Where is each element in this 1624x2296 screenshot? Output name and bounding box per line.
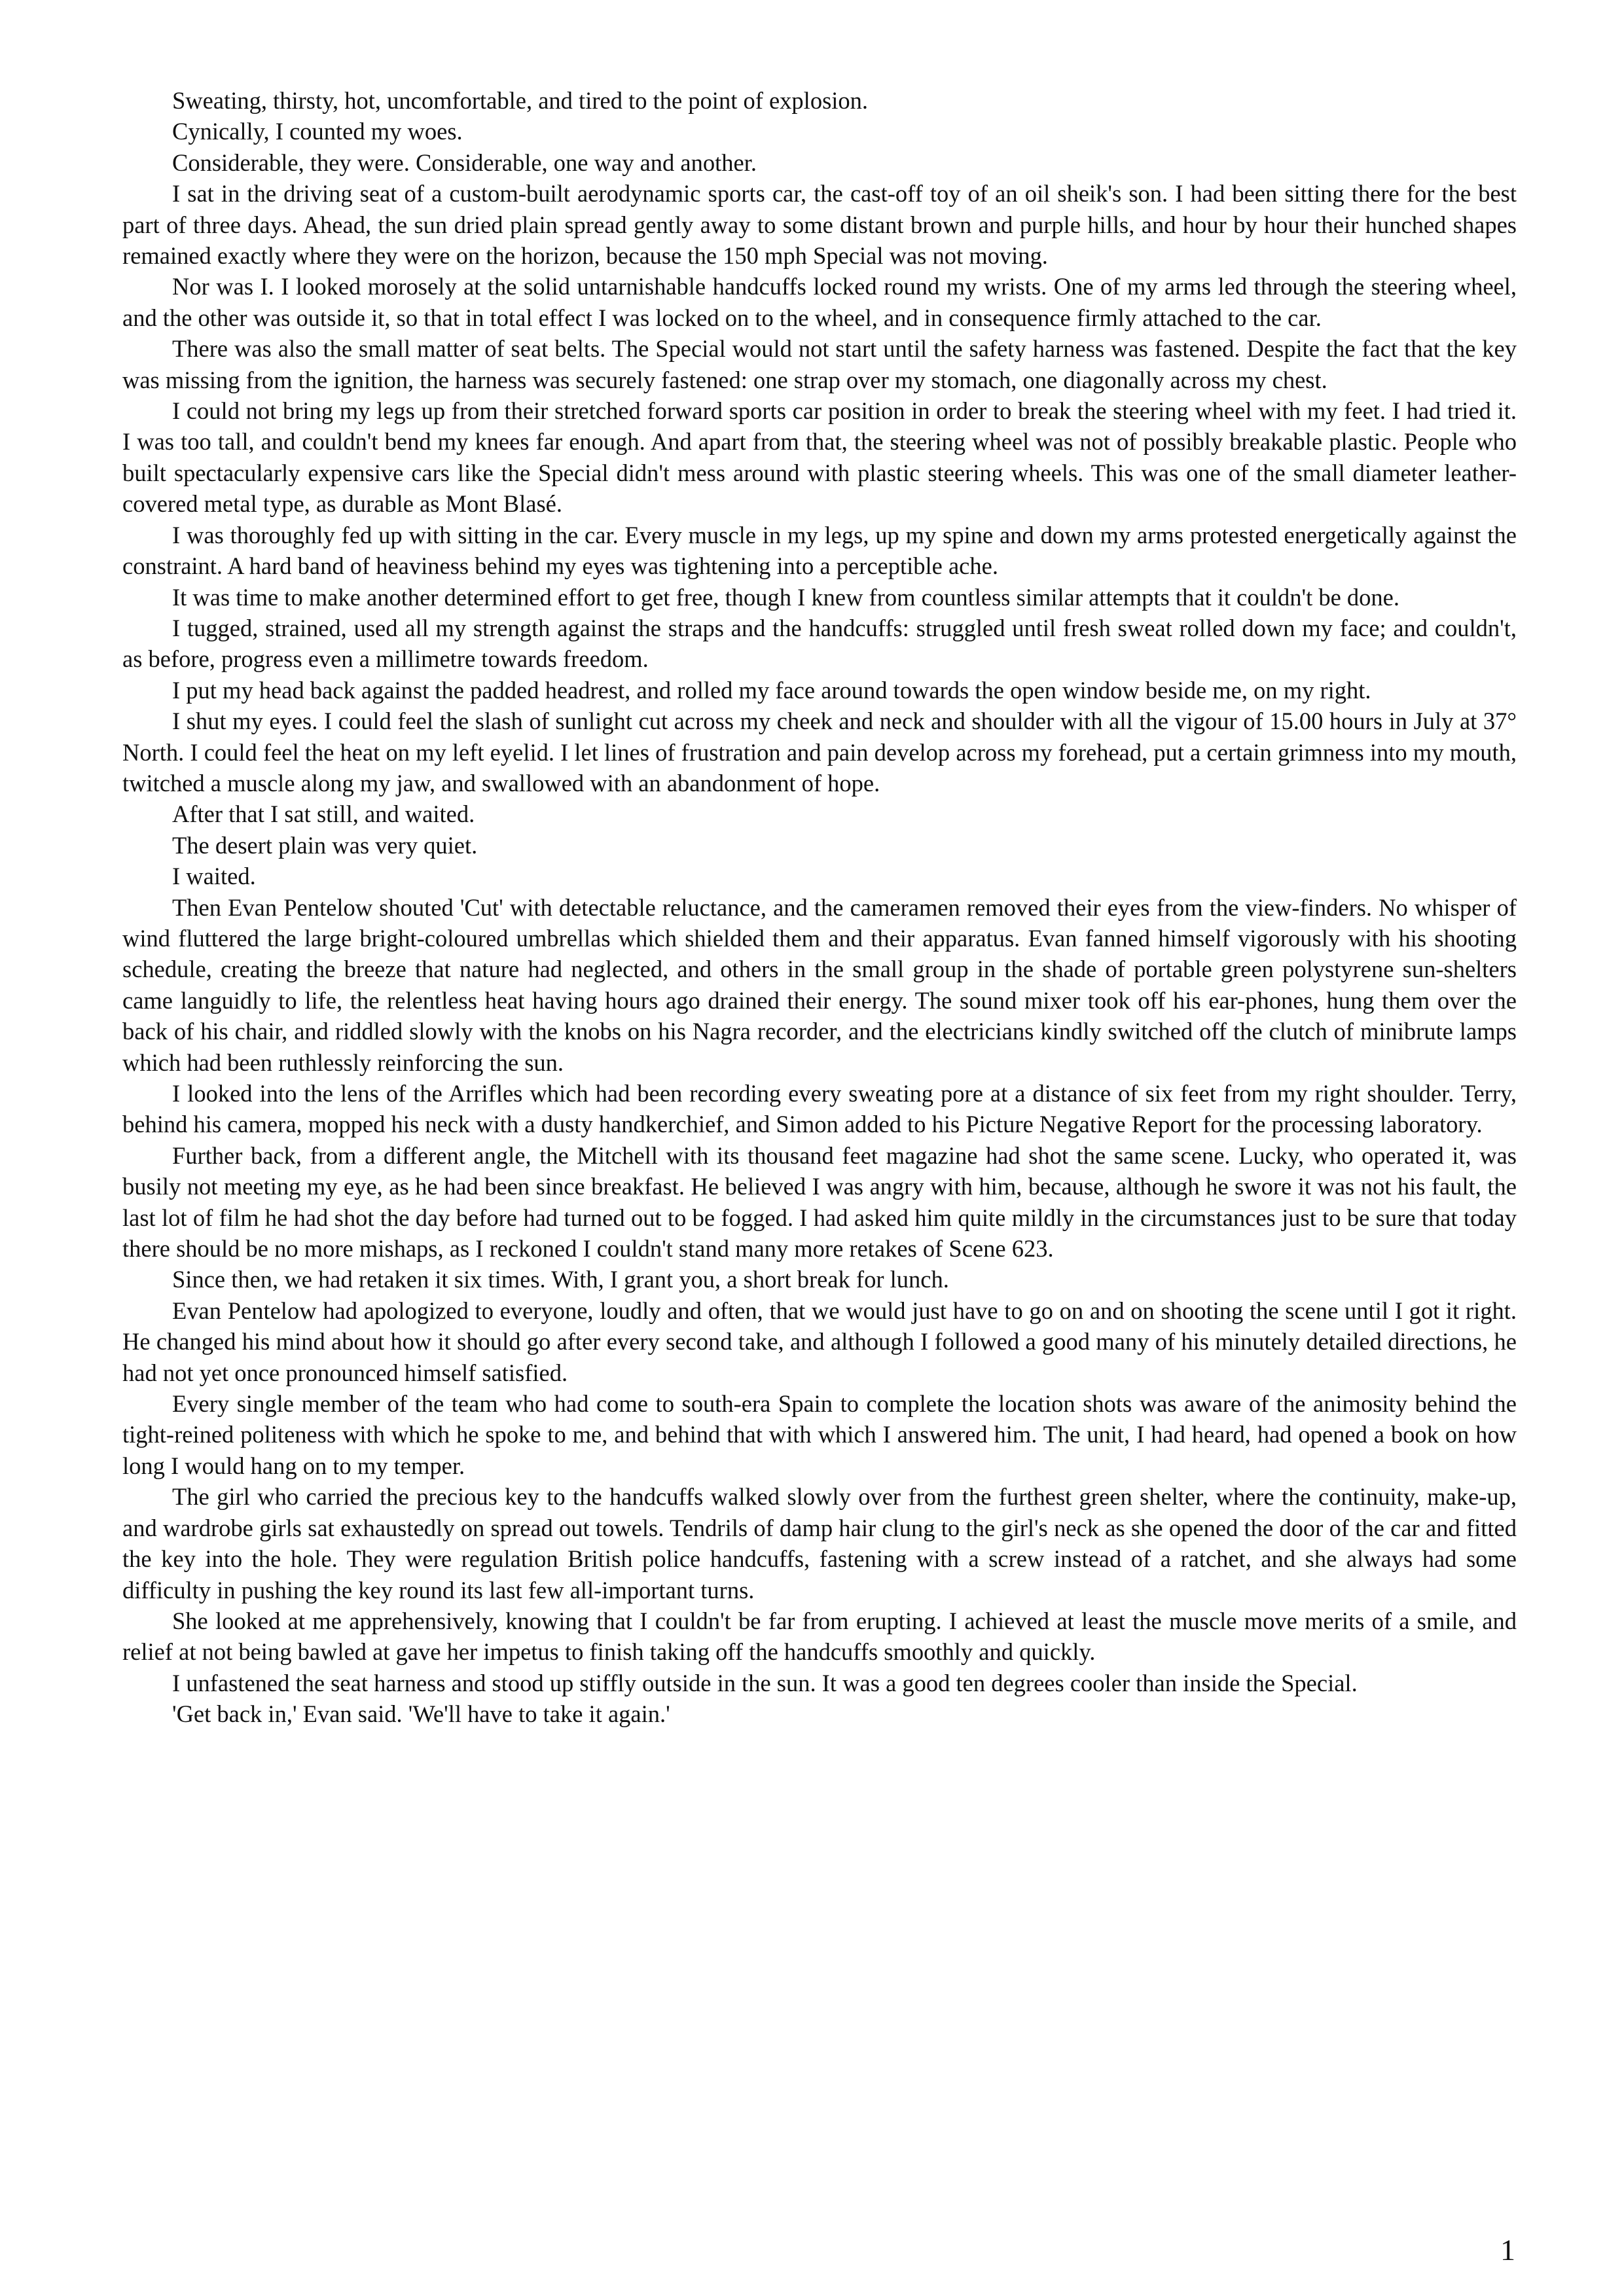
paragraph-14: The desert plain was very quiet. (172, 831, 478, 859)
page-number: 1 (1500, 2233, 1515, 2267)
paragraph-21: Every single member of the team who had come to south-era Spain to complete the location shots was aware of the animosity behind the tight-reined politeness with which he spoke to me, and behind that with which I answered him. The unit, I had heard, had opened a book on how long I would hang on to my temper. (122, 1390, 1517, 1479)
page-body (122, 85, 1517, 1730)
paragraph-13: After that I sat still, and waited. (172, 800, 475, 828)
paragraph-16: Then Evan Pentelow shouted 'Cut' with detectable reluctance, and the cameramen removed their eyes from the view-finders. No whisper of wind fluttered the large bright-coloured umbrellas which shielded them and their apparatus. Evan fanned himself vigorously with his shooting schedule, creating the breeze that nature had neglected, and others in the small group in the shade of portable green polystyrene sun-shelters came languidly to life, the relentless heat having hours ago drained their energy. The sound mixer took off his ear-phones, hung them over the back of his chair, and riddled slowly with the knobs on his Nagra recorder, and the electricians kindly switched off the clutch of minibrute lamps which had been ruthlessly reinforcing the sun. (122, 893, 1517, 1076)
paragraph-20: Evan Pentelow had apologized to everyone, loudly and often, that we would just have to go on and on shooting the scene until I got it right. He changed his mind about how it should go after every second take, and although I followed a good many of his minutely detailed directions, he had not yet once pronounced himself satisfied. (122, 1297, 1517, 1386)
paragraph-6: There was also the small matter of seat belts. The Special would not start until the safety harness was fastened. Despite the fact that the key was missing from the ignition, the harness was securely fastened: one strap over my stomach, one diagonally across my chest. (122, 335, 1517, 393)
paragraph-1: Sweating, thirsty, hot, uncomfortable, and tired to the point of explosion. (172, 87, 869, 114)
paragraph-5: Nor was I. I looked morosely at the solid untarnishable handcuffs locked round my wrists. One of my arms led through the steering wheel, and the other was outside it, so that in total effect I was locked on to the wheel, and in consequence firmly attached to the car. (122, 273, 1517, 331)
paragraph-19: Since then, we had retaken it six times. With, I grant you, a short break for lunch. (172, 1266, 949, 1293)
paragraph-3: Considerable, they were. Considerable, one way and another. (172, 149, 757, 176)
paragraph-8: I was thoroughly fed up with sitting in the car. Every muscle in my legs, up my spine and down my arms protested energetically against the constraint. A hard band of heaviness behind my eyes was tightening into a perceptible ache. (122, 521, 1517, 580)
paragraph-24: I unfastened the seat harness and stood up stiffly outside in the sun. It was a good ten degrees cooler than inside the Special. (172, 1669, 1358, 1696)
paragraph-11: I put my head back against the padded headrest, and rolled my face around towards the open window beside me, on my right. (172, 676, 1371, 704)
paragraph-7: I could not bring my legs up from their stretched forward sports car position in order to break the steering wheel with my feet. I had tried it. I was too tall, and couldn't bend my knees far enough. And apart from that, the steering wheel was not of possibly breakable plastic. People who built spectacularly expensive cars like the Special didn't mess around with plastic steering wheels. This was one of the small diameter leather-covered metal type, as durable as Mont Blasé. (122, 397, 1517, 518)
paragraph-25: 'Get back in,' Evan said. 'We'll have to take it again.' (172, 1700, 670, 1728)
paragraph-12: I shut my eyes. I could feel the slash of sunlight cut across my cheek and neck and shoulder with all the vigour of 15.00 hours in July at 37° North. I could feel the heat on my left eyelid. I let lines of frustration and pain develop across my forehead, put a certain grimness into my mouth, twitched a muscle along my jaw, and swallowed with an abandonment of hope. (122, 708, 1517, 797)
paragraph-2: Cynically, I counted my woes. (172, 118, 463, 145)
paragraph-17: I looked into the lens of the Arrifles which had been recording every sweating pore at a distance of six feet from my right shoulder. Terry, behind his camera, mopped his neck with a dusty handkerchief, and Simon added to his Picture Negative Report for the processing laboratory. (122, 1080, 1517, 1138)
paragraph-22: The girl who carried the precious key to the handcuffs walked slowly over from the furthest green shelter, where the continuity, make-up, and wardrobe girls sat exhaustedly on spread out towels. Tendrils of damp hair clung to the girl's neck as she opened the door of the car and fitted the key into the hole. They were regulation British police handcuffs, fastening with a screw instead of a ratchet, and she always had some difficulty in pushing the key round its last few all-important turns. (122, 1483, 1517, 1604)
paragraph-18: Further back, from a different angle, the Mitchell with its thousand feet magazine had shot the same scene. Lucky, who operated it, was busily not meeting my eye, as he had been since breakfast. He believed I was angry with him, because, although he swore it was not his fault, the last lot of film he had shot the day before had turned out to be fogged. I had asked him quite mildly in the circumstances just to be sure that today there should be no more mishaps, as I reckoned I couldn't stand many more retakes of Scene 623. (122, 1141, 1517, 1263)
paragraph-15: I waited. (172, 863, 256, 890)
paragraph-4: I sat in the driving seat of a custom-built aerodynamic sports car, the cast-off toy of an oil sheik's son. I had been sitting there for the best part of three days. Ahead, the sun dried plain spread gently away to some distant brown and purple hills, and hour by hour their hunched shapes remained exactly where they were on the horizon, because the 150 mph Special was not moving. (122, 180, 1517, 270)
paragraph-10: I tugged, strained, used all my strength against the straps and the handcuffs: struggled until fresh sweat rolled down my face; and couldn't, as before, progress even a millimetre towards freedom. (122, 614, 1517, 673)
paragraph-23: She looked at me apprehensively, knowing that I couldn't be far from erupting. I achieved at least the muscle move merits of a smile, and relief at not being bawled at gave her impetus to finish taking off the handcuffs smoothly and quickly. (122, 1607, 1517, 1666)
paragraph-9: It was time to make another determined effort to get free, though I knew from countless similar attempts that it couldn't be done. (172, 583, 1399, 611)
